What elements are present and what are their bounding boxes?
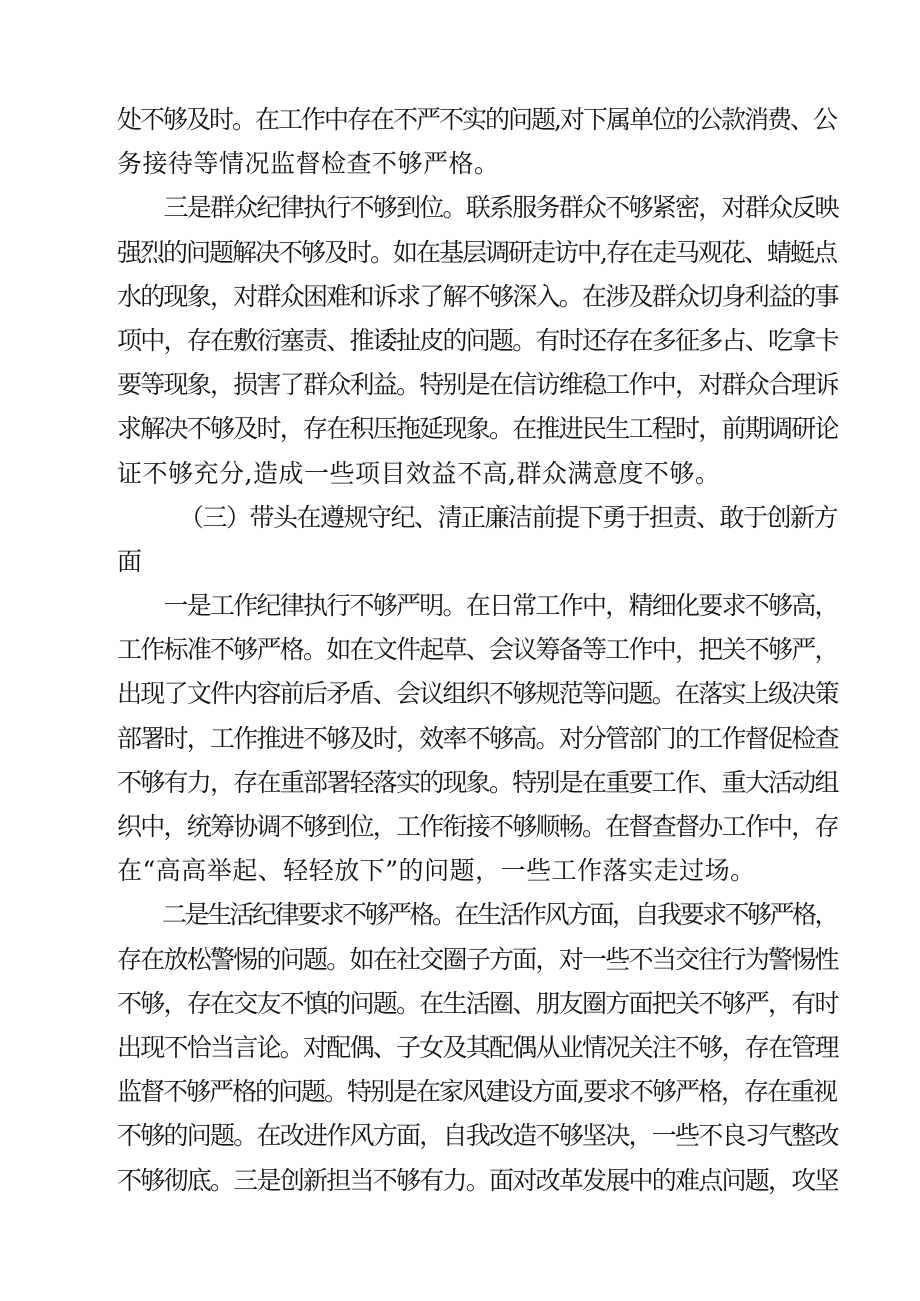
text-line: 三是群众纪律执行不够到位。联系服务群众不够紧密，对群众反映 [117,193,838,223]
text-line: 工作标准不够严格。如在文件起草、会议筹备等工作中，把关不够严， [117,635,838,665]
text-line: 务接待等情况监督检查不够严格。 [117,149,500,179]
text-line: 不够的问题。在改进作风方面，自我改造不够坚决，一些不良习气整改 [117,1121,838,1151]
text-line: 水的现象，对群众困难和诉求了解不够深入。在涉及群众切身利益的事 [117,281,838,311]
text-line: 求解决不够及时，存在积压拖延现象。在推进民生工程时，前期调研论 [117,414,838,444]
text-line: 面 [117,546,143,576]
text-line: 不够，存在交友不慎的问题。在生活圈、朋友圈方面把关不够严，有时 [117,988,838,1018]
paragraph-continuation [117,98,839,186]
text-line: 强烈的问题解决不够及时。如在基层调研走访中,存在走马观花、蜻蜓点 [117,237,836,267]
text-line: 不够有力，存在重部署轻落实的现象。特别是在重要工作、重大活动组 [117,767,838,797]
text-line: 在“高高举起、轻轻放下”的问题，一些工作落实走过场。 [117,856,756,886]
document-body [117,98,839,1203]
text-line: 不够彻底。三是创新担当不够有力。面对改革发展中的难点问题，攻坚 [117,1165,838,1195]
text-line: 监督不够严格的问题。特别是在家风建设方面,要求不够严格，存在重视 [117,1077,836,1107]
text-line: 出现不恰当言论。对配偶、子女及其配偶从业情况关注不够，存在管理 [117,1032,838,1062]
text-line: 处不够及时。在工作中存在不严不实的问题,对下属单位的公款消费、公 [117,105,836,134]
text-line: 要等现象，损害了群众利益。特别是在信访维稳工作中，对群众合理诉 [117,370,838,400]
text-line: 部署时，工作推进不够及时，效率不够高。对分管部门的工作督促检查 [117,723,838,753]
section-heading [117,496,839,584]
text-line: 项中，存在敷衍塞责、推诿扯皮的问题。有时还存在多征多占、吃拿卡 [117,325,838,355]
text-line: 二是生活纪律要求不够严格。在生活作风方面，自我要求不够严格， [117,900,838,930]
paragraph-work-discipline [117,584,839,893]
text-line: （三）带头在遵规守纪、清正廉洁前提下勇于担责、敢于创新方 [179,502,838,532]
paragraph-mass-discipline [117,186,839,495]
text-line: 一是工作纪律执行不够严明。在日常工作中，精细化要求不够高， [117,591,838,621]
paragraph-life-discipline [117,893,839,1202]
text-line: 证不够充分,造成一些项目效益不高,群众满意度不够。 [117,458,721,488]
text-line: 存在放松警惕的问题。如在社交圈子方面，对一些不当交往行为警惕性 [117,944,838,974]
text-line: 出现了文件内容前后矛盾、会议组织不够规范等问题。在落实上级决策 [117,679,838,709]
text-line: 织中，统筹协调不够到位，工作衔接不够顺畅。在督查督办工作中，存 [117,812,838,841]
